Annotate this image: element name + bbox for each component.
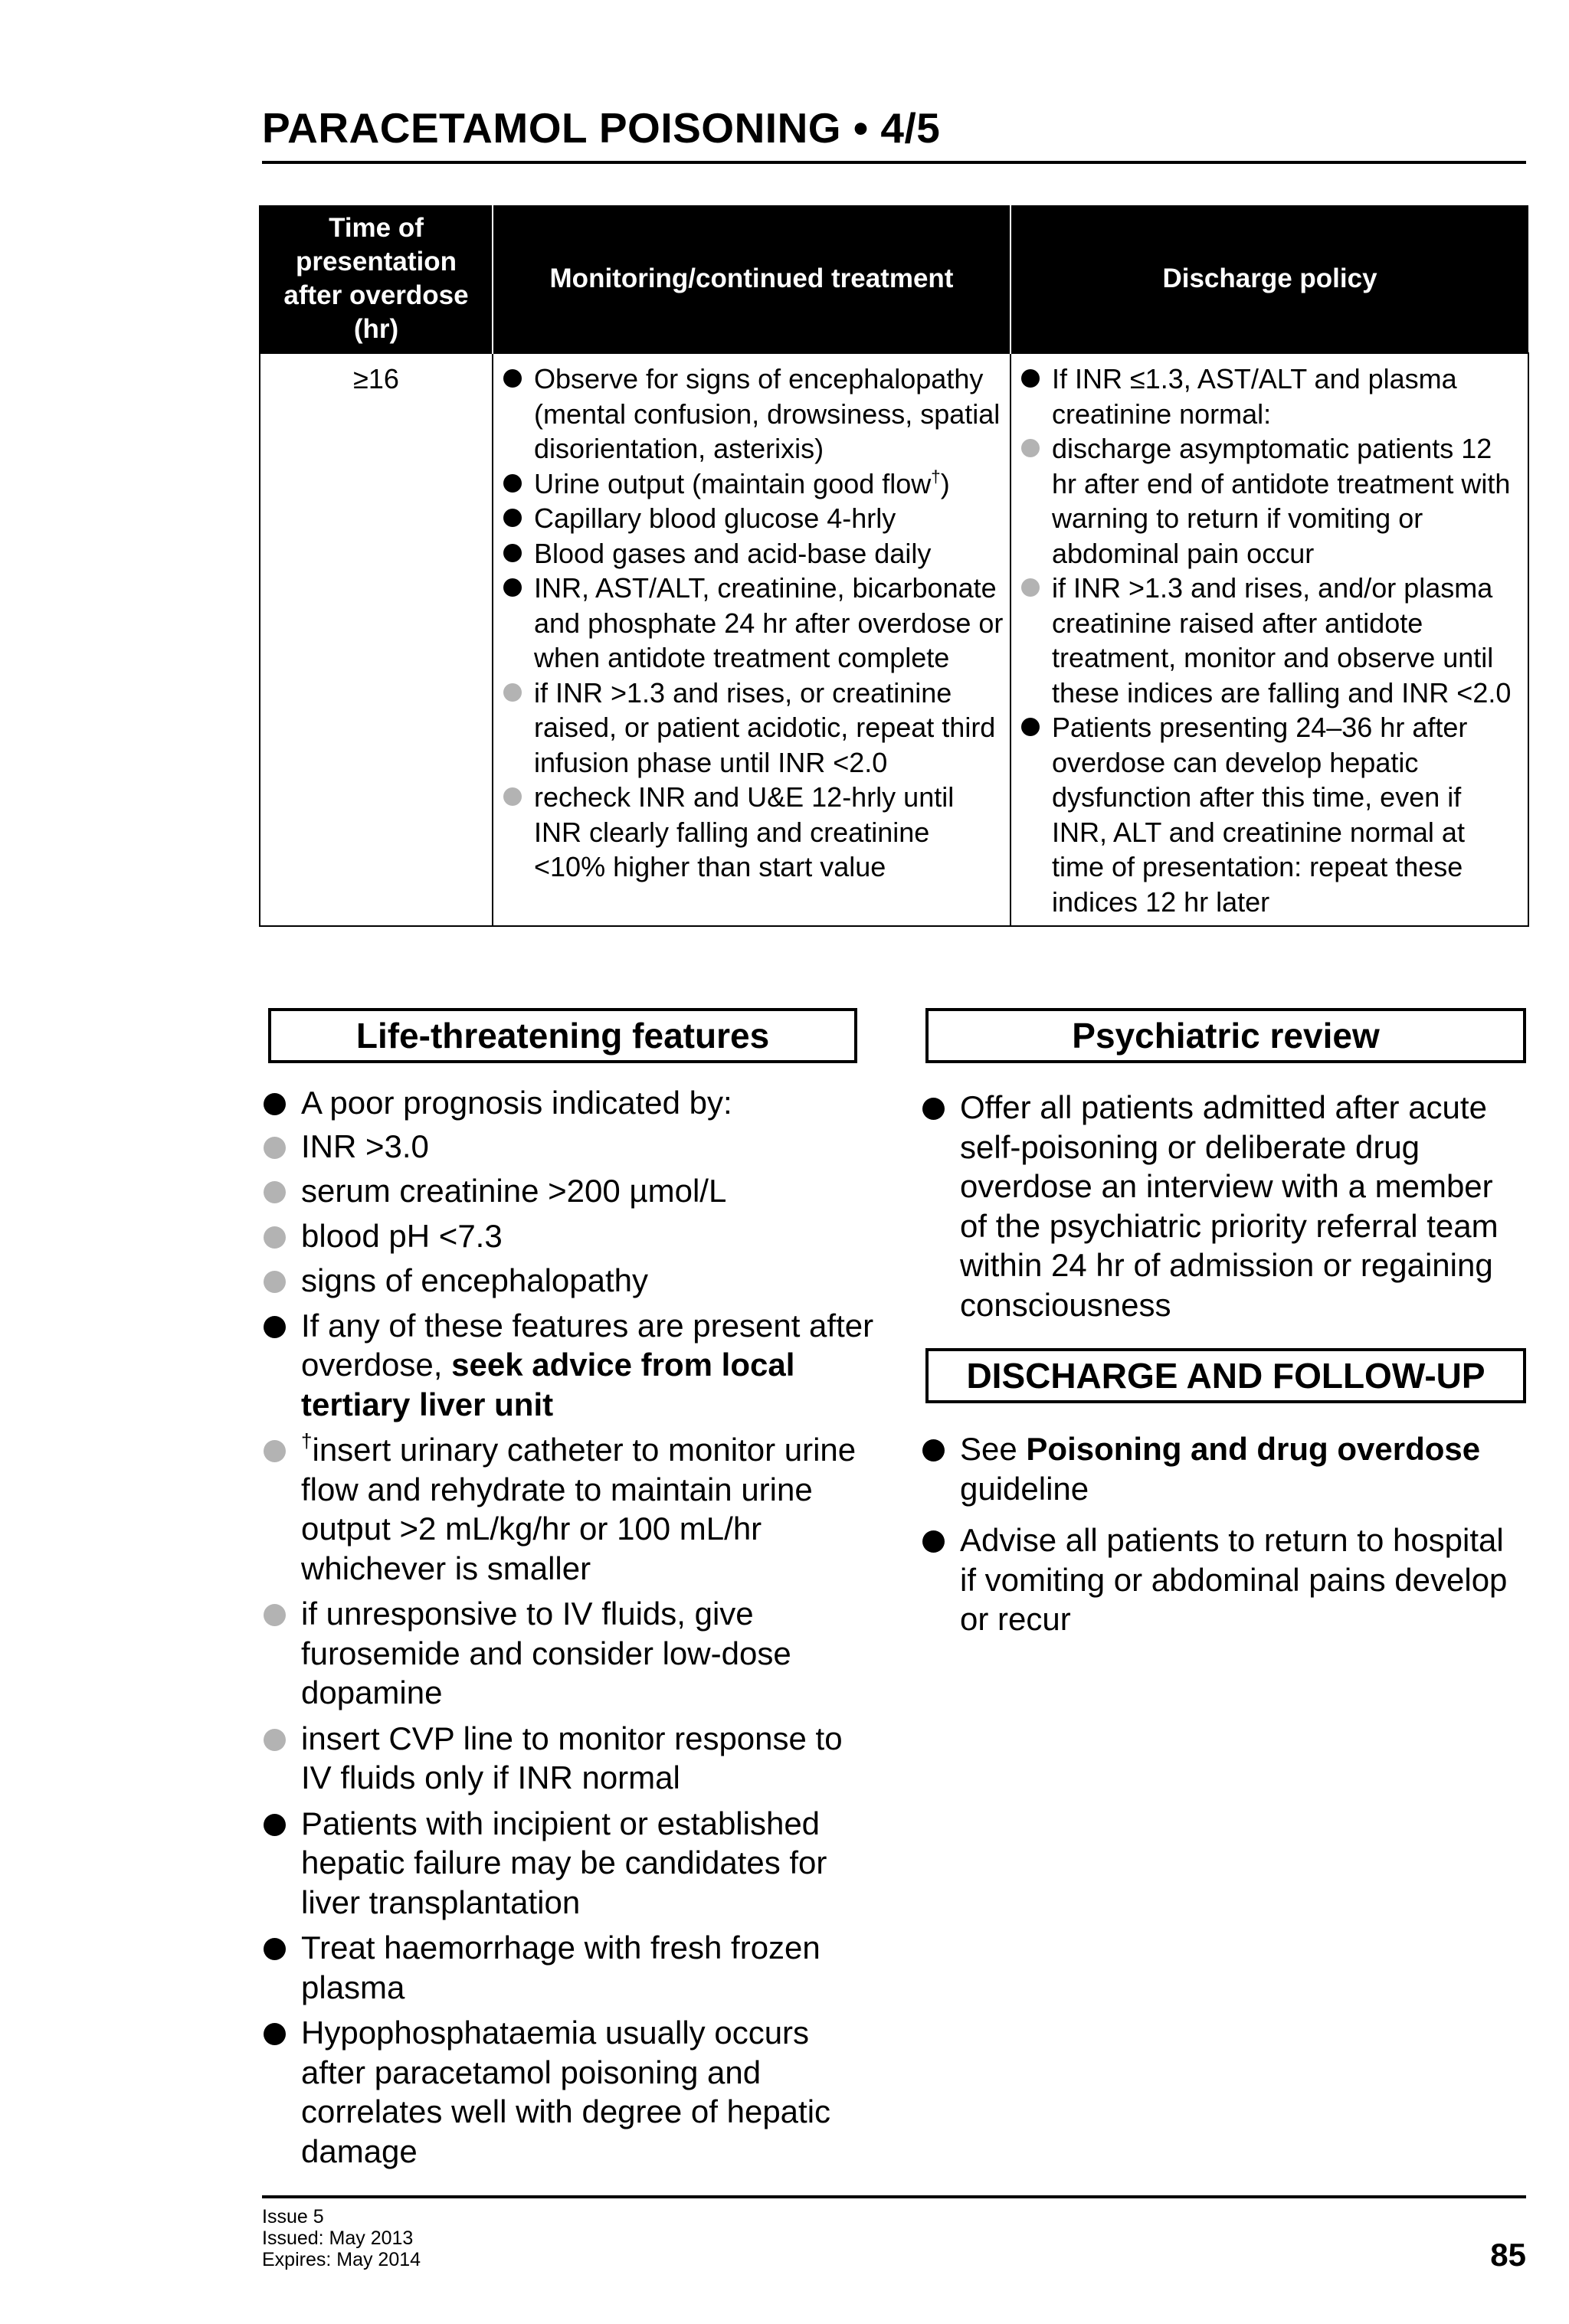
list-item: signs of encephalopathy (262, 1261, 875, 1301)
list-item: if INR >1.3 and rises, and/or plasma creatinine raised after antidote treatment, monitor and observe until these indices are falling and INR <2.0 (1017, 571, 1522, 710)
list-item (262, 1306, 875, 1425)
title-rule (262, 161, 1526, 164)
footer-rule (262, 2195, 1526, 2198)
discharge-follow-up-list (921, 1429, 1526, 1645)
list-item: If INR ≤1.3, AST/ALT and plasma creatinine normal: (1017, 362, 1522, 431)
header-discharge: Discharge policy (1011, 205, 1528, 353)
cell-monitoring (493, 353, 1011, 926)
issued-date: Issued: May 2013 (262, 2227, 414, 2249)
footer (262, 2206, 421, 2270)
cell-discharge (1011, 353, 1528, 926)
treatment-table (259, 205, 1529, 927)
list-item: recheck INR and U&E 12-hrly until INR clearly falling and creatinine <10% higher than start value (500, 780, 1004, 885)
discharge-follow-up-heading: DISCHARGE AND FOLLOW-UP (925, 1348, 1526, 1403)
issue-label: Issue 5 (262, 2206, 324, 2227)
list-item: INR, AST/ALT, creatinine, bicarbonate and phosphate 24 hr after overdose or when antidote treatment complete (500, 571, 1004, 676)
dagger-mark: † (931, 466, 941, 486)
page-title: PARACETAMOL POISONING • 4/5 (262, 104, 941, 152)
list-item: Capillary blood glucose 4-hrly (500, 501, 1004, 536)
list-item: INR >3.0 (262, 1127, 875, 1167)
list-item-text: insert urinary catheter to monitor urine flow and rehydrate to maintain urine output >2 mL/kg/hr or 100 mL/hr whichever is smaller (301, 1432, 857, 1586)
list-item: Patients with incipient or established hepatic failure may be candidates for liver transplantation (262, 1804, 875, 1923)
list-item: A poor prognosis indicated by: (262, 1083, 875, 1123)
list-item: Patients presenting 24–36 hr after overdose can develop hepatic dysfunction after this time, even if INR, ALT and creatinine normal at time of presentation: repeat these indices 12 hr later (1017, 710, 1522, 919)
list-item: discharge asymptomatic patients 12 hr after end of antidote treatment with warning to return if vomiting or abdominal pain occur (1017, 431, 1522, 571)
list-item (500, 466, 1004, 502)
psychiatric-review-heading: Psychiatric review (925, 1008, 1526, 1063)
list-item-text: Urine output (maintain good flow (534, 467, 932, 499)
list-item: Blood gases and acid-base daily (500, 536, 1004, 571)
dagger-mark: † (301, 1429, 313, 1453)
list-item (262, 1430, 875, 1588)
list-item: Observe for signs of encephalopathy (mental confusion, drowsiness, spatial disorientation, asterixis) (500, 362, 1004, 466)
list-item: blood pH <7.3 (262, 1216, 875, 1256)
list-item: if INR >1.3 and rises, or creatinine raised, or patient acidotic, repeat third infusion phase until INR <2.0 (500, 676, 1004, 781)
advice-text: If any of these features are present after overdose, (301, 1307, 874, 1383)
list-item: Advise all patients to return to hospital if vomiting or abdominal pains develop or recur (921, 1520, 1526, 1639)
table-header-row (260, 205, 1528, 353)
see-bold: Poisoning and drug overdose (1026, 1431, 1481, 1467)
list-item: serum creatinine >200 µmol/L (262, 1171, 875, 1211)
list-item: insert CVP line to monitor response to IV fluids only if INR normal (262, 1719, 875, 1798)
page-number: 85 (1490, 2237, 1526, 2273)
see-post: guideline (960, 1470, 1089, 1507)
list-item-close: ) (940, 467, 950, 499)
advice-bold: seek advice from local tertiary liver unit (301, 1347, 795, 1422)
header-monitoring: Monitoring/continued treatment (493, 205, 1011, 353)
list-item (921, 1429, 1526, 1508)
expires-date: Expires: May 2014 (262, 2249, 421, 2270)
header-time: Time of presentation after overdose (hr) (260, 205, 493, 353)
table-row (260, 353, 1528, 926)
list-item: Treat haemorrhage with fresh frozen plasma (262, 1928, 875, 2007)
cell-time: ≥16 (260, 353, 493, 926)
psychiatric-review-list (921, 1088, 1526, 1331)
see-text: See (960, 1431, 1027, 1467)
list-item: Hypophosphataemia usually occurs after paracetamol poisoning and correlates well with degree of hepatic damage (262, 2013, 875, 2171)
life-threatening-heading: Life-threatening features (268, 1008, 857, 1063)
list-item: Offer all patients admitted after acute self-poisoning or deliberate drug overdose an interview with a member of the psychiatric priority referral team within 24 hr of admission or regaining consciousness (921, 1088, 1526, 1324)
list-item: if unresponsive to IV fluids, give furosemide and consider low-dose dopamine (262, 1594, 875, 1713)
life-threatening-list (262, 1083, 875, 2177)
